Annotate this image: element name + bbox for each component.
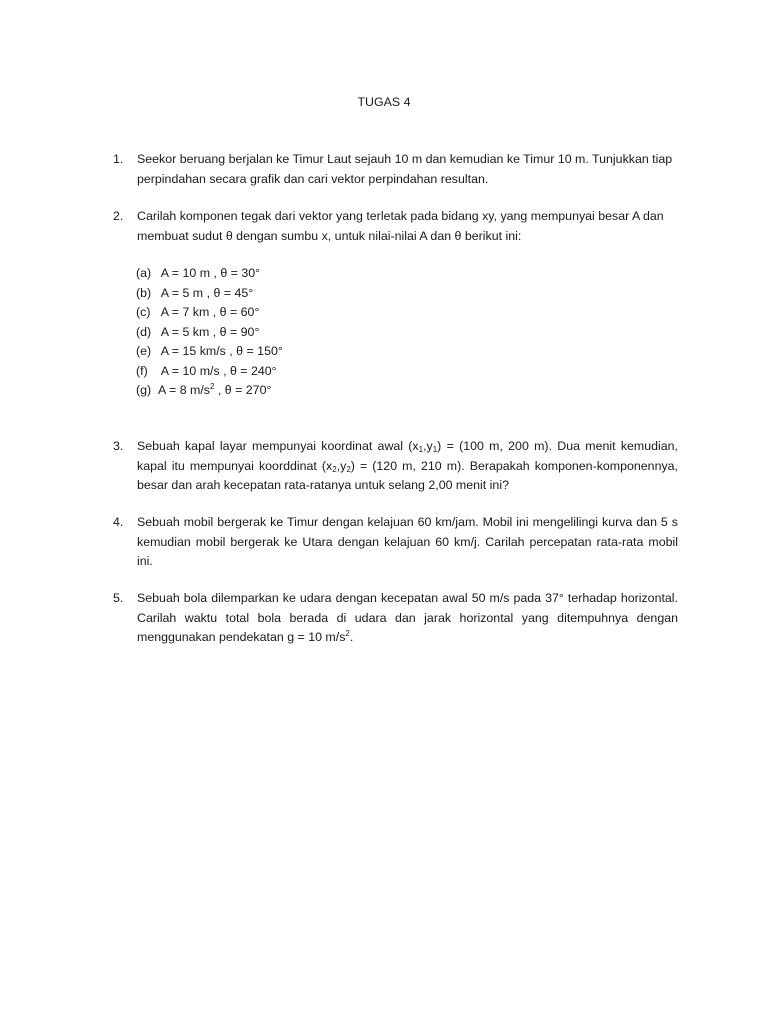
sub-question-label: (a) (136, 266, 152, 280)
question-text-part: ,y (336, 458, 347, 473)
question-text (137, 589, 678, 648)
sub-question-text: A = 10 m/s , θ = 240° (160, 363, 277, 378)
sub-question-text: A = 15 km/s , θ = 150° (160, 344, 283, 358)
question-4 (113, 513, 678, 572)
subscript: 1 (418, 445, 424, 454)
sub-question-label: (c) (136, 305, 151, 319)
question-number: 1. (113, 152, 124, 166)
subscript: 1 (432, 445, 438, 454)
question-3 (113, 437, 678, 496)
question-text: Seekor beruang berjalan ke Timur Laut sejauh 10 m dan kemudian ke Timur 10 m. Tunjukkan tiap perpindahan secara grafik dan cari vektor perpindahan resultan. (137, 152, 673, 186)
sub-question-list (136, 264, 436, 401)
question-number: 3. (113, 439, 124, 453)
sub-question-c (136, 303, 436, 323)
question-text: Carilah komponen tegak dari vektor yang terletak pada bidang xy, yang mempunyai besar A dan membuat sudut θ dengan sumbu x, untuk nilai-nilai A dan θ berikut ini: (137, 209, 664, 243)
sub-question-label: (e) (136, 344, 152, 358)
sub-question-text: A = 10 m , θ = 30° (160, 266, 261, 280)
question-2 (113, 207, 678, 246)
sub-question-d (136, 323, 436, 343)
question-text-part: ) = (100 m, 200 m). Dua menit kemudian, kapal itu mempunyai koorddinat (x (137, 439, 678, 473)
page-title: TUGAS 4 (357, 95, 411, 109)
sub-question-b (136, 284, 436, 304)
question-text-part: Sebuah kapal layar mempunyai koordinat awal (x (137, 439, 419, 453)
superscript: 2 (345, 629, 350, 638)
question-text: Sebuah mobil bergerak ke Timur dengan kelajuan 60 km/jam. Mobil ini mengelilingi kurva dan 5 s kemudian mobil bergerak ke Utara dengan kelajuan 60 km/j. Carilah percepatan rata-rata mobil ini. (137, 515, 678, 568)
question-5 (113, 589, 678, 648)
sub-question-text: A = 5 km , θ = 90° (160, 324, 260, 339)
sub-question-text: A = 5 m , θ = 45° (160, 285, 254, 300)
sub-question-label: (f) (136, 363, 148, 378)
sub-question-e (136, 342, 436, 362)
sub-question-label: (b) (136, 285, 152, 300)
sub-question-g (136, 381, 436, 401)
question-text-part: ,y (423, 439, 433, 453)
sub-question-text-tail: , θ = 270° (214, 383, 272, 397)
question-text-part: Sebuah bola dilemparkan ke udara dengan kecepatan awal 50 m/s pada 37° terhadap horizontal. Carilah waktu total bola berada di udara dan jarak horizontal yang ditempuhnya dengan menggunakan pendekatan g = 10 m/s (137, 591, 678, 644)
question-number: 4. (113, 515, 124, 529)
sub-question-f (136, 362, 436, 382)
question-1 (113, 150, 678, 189)
question-number: 5. (113, 591, 124, 605)
subscript: 2 (332, 464, 337, 474)
superscript: 2 (210, 382, 215, 391)
sub-question-label: (d) (136, 324, 152, 339)
question-text-part: ) = (120 m, 210 m). Berapakah komponen-komponennya, besar dan arah kecepatan rata-ratanya untuk selang 2,00 menit ini? (137, 458, 678, 492)
question-text (137, 437, 678, 496)
sub-question-text: A = 8 m/s (158, 383, 210, 397)
sub-question-a (136, 264, 436, 284)
sub-question-label: (g) (136, 383, 152, 397)
sub-question-text: A = 7 km , θ = 60° (160, 305, 260, 319)
question-text-part: . (349, 630, 354, 644)
subscript: 2 (346, 464, 351, 474)
question-number: 2. (113, 209, 124, 223)
